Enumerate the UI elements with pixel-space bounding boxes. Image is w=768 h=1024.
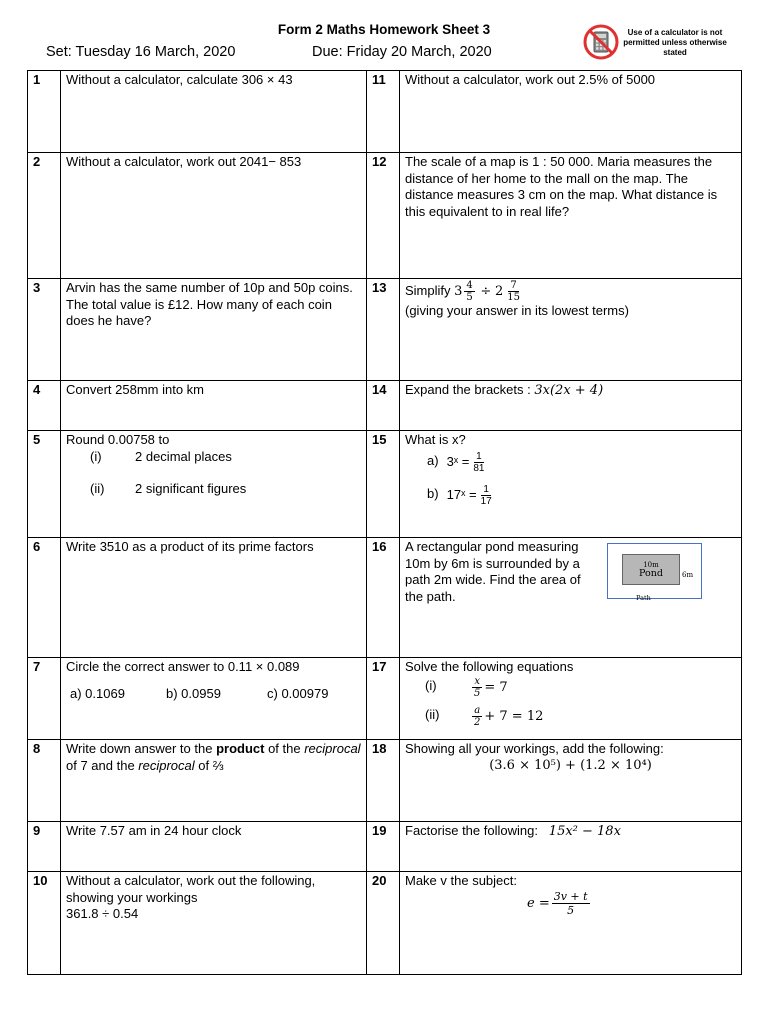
part-text: 2 decimal places — [135, 448, 232, 464]
question-number: 12 — [367, 153, 400, 279]
text-fragment: of the — [264, 741, 305, 756]
question-15-part-a — [405, 451, 736, 474]
numerator: a — [474, 704, 481, 716]
emphasis-reciprocal: reciprocal — [304, 741, 361, 756]
pond-rectangle — [622, 554, 694, 585]
part-label: (i) — [425, 678, 437, 694]
question-16-text: A rectangular pond measuring 10m by 6m is surrounded by a path 2m wide. Find the area of the path. — [405, 539, 581, 604]
no-calculator-icon — [583, 24, 619, 60]
question-number: 4 — [28, 381, 61, 431]
questions-table — [27, 70, 742, 975]
question-19-cell — [400, 822, 742, 872]
question-number: 19 — [367, 822, 400, 872]
question-15-part-b — [405, 484, 736, 507]
due-date: Due: Friday 20 March, 2020 — [312, 44, 492, 60]
text-fragment: of 7 and the — [66, 757, 139, 773]
question-number: 3 — [28, 279, 61, 381]
numerator: 3v + t — [553, 889, 588, 903]
question-18-text: Showing all your workings, add the following: — [405, 741, 664, 756]
question-number: 18 — [367, 740, 400, 822]
numerator: 4 — [466, 280, 473, 291]
emphasis-product: product — [216, 741, 265, 756]
table-row — [28, 658, 742, 740]
part-lhs: 3ˣ = — [446, 453, 470, 469]
part-label: b) — [427, 486, 439, 502]
fraction — [479, 484, 494, 507]
question-13-note: (giving your answer in its lowest terms) — [405, 303, 629, 318]
question-10-text: Without a calculator, work out the following, showing your workings — [66, 873, 316, 905]
question-number: 16 — [367, 538, 400, 658]
table-row — [28, 279, 742, 381]
question-13-cell — [400, 279, 742, 381]
question-2-text: Without a calculator, work out 2041− 853 — [61, 153, 367, 279]
question-number: 9 — [28, 822, 61, 872]
fraction — [505, 280, 522, 303]
question-number: 20 — [367, 872, 400, 975]
question-number: 2 — [28, 153, 61, 279]
equation-rhs: + 7 = 12 — [484, 708, 544, 724]
question-number: 8 — [28, 740, 61, 822]
part-label: (ii) — [425, 707, 440, 723]
question-1-text: Without a calculator, calculate 306 × 43 — [61, 71, 367, 153]
equation-ii — [405, 705, 736, 728]
question-5-part-ii — [66, 481, 361, 498]
denominator: 2 — [474, 716, 481, 728]
question-number: 6 — [28, 538, 61, 658]
question-18-expression: (3.6 × 10⁵) + (1.2 × 10⁴) — [489, 757, 652, 773]
question-9-text: Write 7.57 am in 24 hour clock — [61, 822, 367, 872]
table-row — [28, 822, 742, 872]
question-10-cell — [61, 872, 367, 975]
mixed-number-1 — [454, 280, 477, 303]
denominator: 5 — [567, 903, 575, 917]
question-6-text: Write 3510 as a product of its prime factors — [61, 538, 367, 658]
question-19-text: Factorise the following: — [405, 823, 538, 838]
question-4-text: Convert 258mm into km — [61, 381, 367, 431]
question-20-cell — [400, 872, 742, 975]
question-14-text: Expand the brackets : — [405, 382, 531, 397]
part-label: (ii) — [90, 481, 105, 496]
question-7-cell — [61, 658, 367, 740]
fraction — [472, 676, 482, 699]
question-number: 15 — [367, 431, 400, 538]
table-row — [28, 71, 742, 153]
question-17-text: Solve the following equations — [405, 659, 574, 674]
numerator: 1 — [476, 450, 482, 462]
question-17-cell — [400, 658, 742, 740]
question-number: 17 — [367, 658, 400, 740]
part-label: (i) — [90, 448, 102, 464]
question-number: 11 — [367, 71, 400, 153]
question-number: 14 — [367, 381, 400, 431]
fraction — [464, 280, 474, 303]
table-row — [28, 538, 742, 658]
denominator: 15 — [507, 292, 520, 303]
question-8-cell — [61, 740, 367, 822]
question-number: 5 — [28, 431, 61, 538]
operator: ÷ — [480, 284, 492, 299]
question-13-prefix: Simplify — [405, 283, 451, 298]
set-date: Set: Tuesday 16 March, 2020 — [46, 44, 236, 60]
part-label: a) — [427, 453, 439, 469]
denominator: 5 — [466, 292, 473, 303]
part-text: 2 significant figures — [135, 481, 247, 496]
equation-i — [405, 676, 736, 699]
question-16-cell — [400, 538, 742, 658]
question-10-expression: 361.8 ÷ 0.54 — [66, 906, 139, 921]
question-number: 7 — [28, 658, 61, 740]
mixed-number-2 — [494, 280, 524, 303]
question-7-text: Circle the correct answer to 0.11 × 0.089 — [66, 659, 300, 674]
question-14-expression: 3x(2x + 4) — [534, 383, 604, 398]
question-14-cell — [400, 381, 742, 431]
answer-option: c) 0.00979 — [267, 685, 329, 701]
question-5-text: Round 0.00758 to — [66, 432, 170, 447]
table-row — [28, 431, 742, 538]
whole-part: 3 — [454, 284, 463, 299]
denominator: 5 — [474, 687, 481, 699]
pond-diagram — [607, 543, 702, 602]
question-3-text: Arvin has the same number of 10p and 50p coins. The total value is £12. How many of each coin does he have? — [61, 279, 367, 381]
table-row — [28, 381, 742, 431]
answer-option: a) 0.1069 — [70, 685, 125, 701]
numerator: x — [474, 675, 480, 687]
path-label: Path — [636, 594, 651, 602]
equation-rhs: = 7 — [484, 679, 508, 695]
pond-width-label: 6m — [682, 571, 694, 579]
question-number: 13 — [367, 279, 400, 381]
formula-lhs: e = — [527, 895, 550, 911]
denominator: 17 — [480, 495, 492, 507]
calculator-note: Use of a calculator is not permitted unless otherwise stated — [623, 28, 727, 57]
table-row — [28, 153, 742, 279]
pond-length-label: 10m — [643, 561, 659, 569]
question-18-cell — [400, 740, 742, 822]
whole-part: 2 — [494, 284, 504, 299]
question-number: 10 — [28, 872, 61, 975]
answer-option: b) 0.0959 — [166, 685, 221, 701]
emphasis-reciprocal: reciprocal — [138, 757, 195, 773]
question-15-text: What is x? — [405, 432, 466, 447]
pond-label: Pond — [639, 568, 663, 579]
table-row — [28, 740, 742, 822]
fraction — [552, 890, 590, 917]
fraction — [472, 705, 482, 728]
question-15-cell — [400, 431, 742, 538]
page-title: Form 2 Maths Homework Sheet 3 — [277, 22, 491, 37]
question-20-formula — [405, 890, 736, 917]
question-19-expression: 15x² − 18x — [548, 824, 621, 839]
fraction — [471, 451, 486, 474]
question-11-text: Without a calculator, work out 2.5% of 5000 — [400, 71, 742, 153]
text-fragment: Write down answer to the — [66, 741, 217, 756]
text-fragment: of ⅔ — [194, 757, 224, 773]
question-5-cell — [61, 431, 367, 538]
denominator: 81 — [473, 462, 485, 474]
part-lhs: 17ˣ = — [446, 486, 477, 502]
table-row — [28, 872, 742, 975]
numerator: 7 — [510, 280, 517, 291]
question-number: 1 — [28, 71, 61, 153]
question-7-options — [66, 686, 361, 703]
numerator: 1 — [483, 483, 489, 495]
question-20-text: Make v the subject: — [405, 873, 517, 888]
question-5-part-i — [66, 449, 361, 466]
question-12-text: The scale of a map is 1 : 50 000. Maria measures the distance of her home to the mall on the map. The distance measures 3 cm on the map. What distance is this equivalent to in real life? — [400, 153, 742, 279]
